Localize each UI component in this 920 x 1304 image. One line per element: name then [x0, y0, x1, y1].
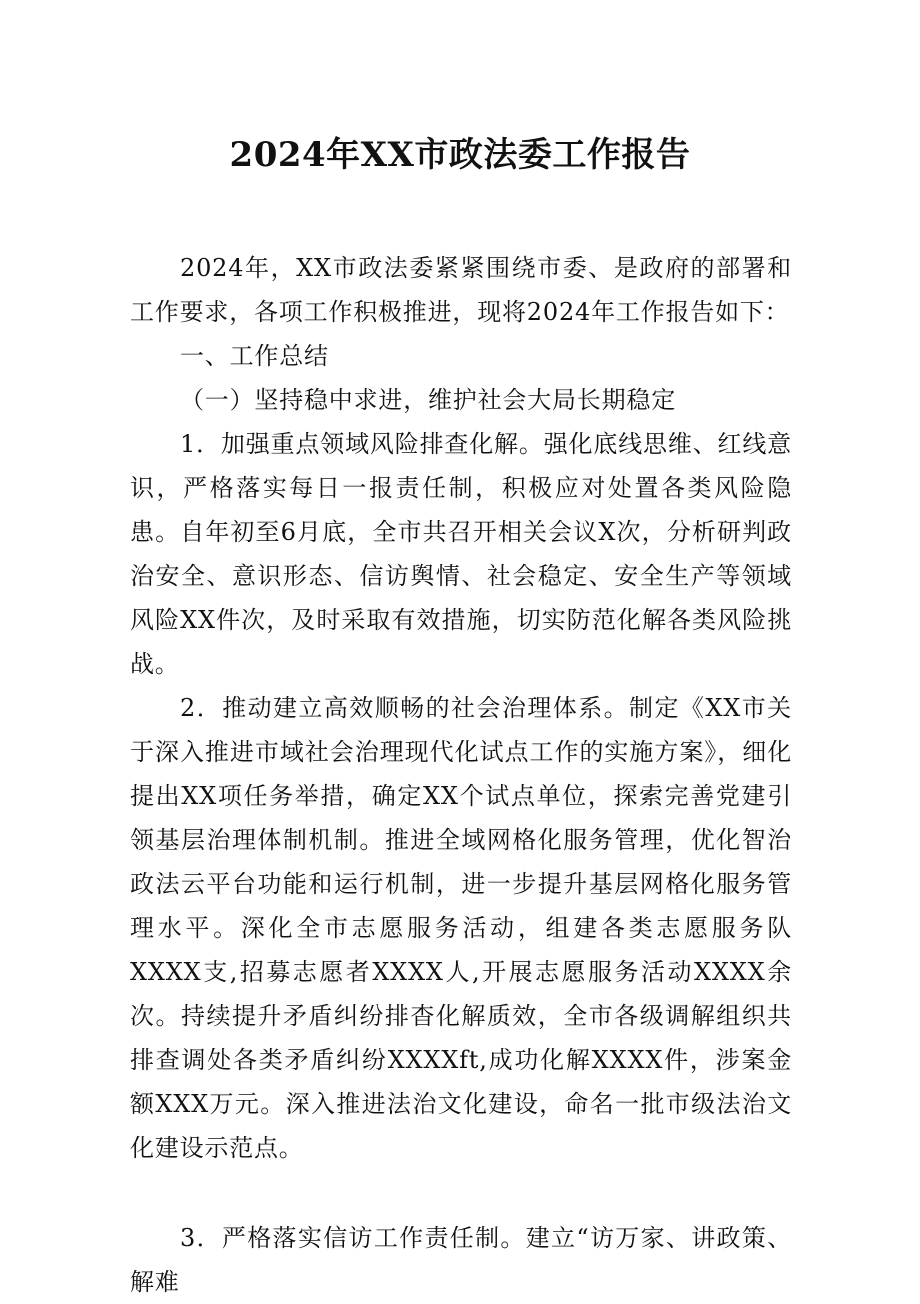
- paragraph-item-1: 1．加强重点领域风险排查化解。强化底线思维、红线意识，严格落实每日一报责任制，积极应对处置各类风险隐患。自年初至6月底，全市共召开相关会议X次，分析研判政治安全、意识形态、信访舆情、社会稳定、安全生产等领域风险XX件次，及时采取有效措施，切实防范化解各类风险挑战。: [130, 430, 792, 678]
- subsection-heading: （一）坚持稳中求进，维护社会大局长期稳定: [180, 386, 676, 414]
- document-body: [130, 246, 792, 1304]
- intro-paragraph: 2024年，XX市政法委紧紧围绕市委、是政府的部署和工作要求，各项工作积极推进，现将2024年工作报告如下：: [130, 254, 792, 326]
- document-title: 2024年XX市政法委工作报告: [229, 135, 691, 175]
- paragraph-gap: [130, 1170, 792, 1216]
- paragraph-item-3: 3．严格落实信访工作责任制。建立“访万家、讲政策、解难: [130, 1224, 792, 1296]
- section-heading: 一、工作总结: [180, 342, 329, 370]
- paragraph-item-2: 2．推动建立高效顺畅的社会治理体系。制定《XX市关于深入推进市域社会治理现代化试点工作的实施方案》，细化提出XX项任务举措，确定XX个试点单位，探索完善党建引领基层治理体制机制。推进全域网格化服务管理，优化智治政法云平台功能和运行机制，进一步提升基层网格化服务管理水平。深化全市志愿服务活动，组建各类志愿服务队XXXX支,招募志愿者XXXX人,开展志愿服务活动XXXX余次。持续提升矛盾纠纷排杳化解质效，全市各级调解组织共排查调处各类矛盾纠纷XXXXft,成功化解XXXX件，涉案金额XXX万元。深入推进法治文化建设，命名一批市级法治文化建设示范点。: [130, 694, 792, 1162]
